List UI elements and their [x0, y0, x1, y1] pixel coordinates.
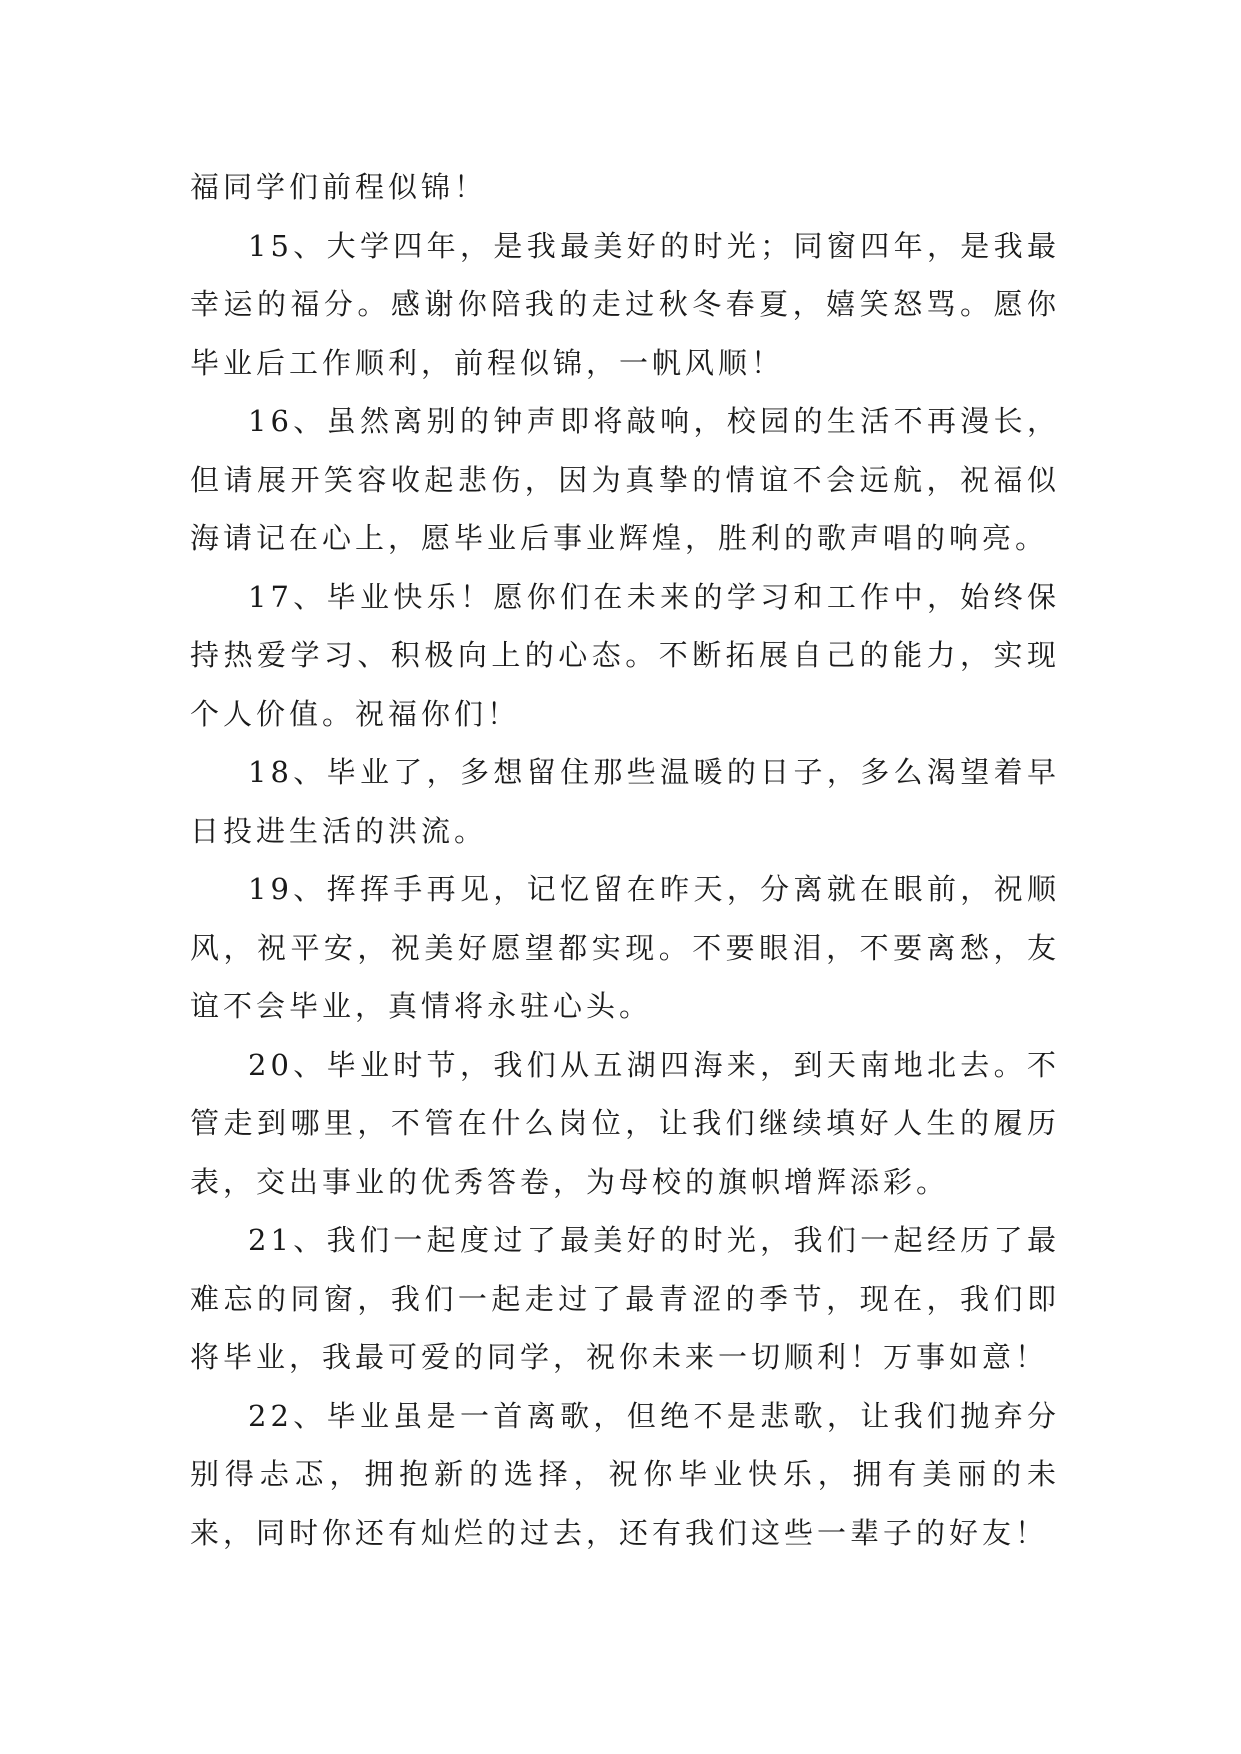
paragraph-continuation: 福同学们前程似锦！: [190, 170, 488, 204]
paragraph-18: 18、毕业了，多想留住那些温暖的日子，多么渴望着早日投进生活的洪流。: [190, 755, 1060, 848]
paragraph-16: 16、虽然离别的钟声即将敲响，校园的生活不再漫长，但请展开笑容收起悲伤，因为真挚的情谊不会远航，祝福似海请记在心上，愿毕业后事业辉煌，胜利的歌声唱的响亮。: [190, 404, 1060, 555]
paragraph-20: 20、毕业时节，我们从五湖四海来，到天南地北去。不管走到哪里，不管在什么岗位，让我们继续填好人生的履历表，交出事业的优秀答卷，为母校的旗帜增辉添彩。: [190, 1047, 1060, 1199]
paragraph-22: 22、毕业虽是一首离歌，但绝不是悲歌，让我们抛弃分别得忐忑，拥抱新的选择，祝你毕业快乐，拥有美丽的未来，同时你还有灿烂的过去，还有我们这些一辈子的好友！: [190, 1398, 1060, 1550]
paragraph-21: 21、我们一起度过了最美好的时光，我们一起经历了最难忘的同窗，我们一起走过了最青涩的季节，现在，我们即将毕业，我最可爱的同学，祝你未来一切顺利！万事如意！: [190, 1223, 1060, 1374]
paragraph-15: 15、大学四年，是我最美好的时光；同窗四年，是我最幸运的福分。感谢你陪我的走过秋冬春夏，嬉笑怒骂。愿你毕业后工作顺利，前程似锦，一帆风顺！: [190, 228, 1060, 380]
document-body: [190, 158, 1060, 1562]
paragraph-19: 19、挥挥手再见，记忆留在昨天，分离就在眼前，祝顺风，祝平安，祝美好愿望都实现。不要眼泪，不要离愁，友谊不会毕业，真情将永驻心头。: [190, 872, 1060, 1023]
paragraph-17: 17、毕业快乐！愿你们在未来的学习和工作中，始终保持热爱学习、积极向上的心态。不断拓展自己的能力，实现个人价值。祝福你们！: [190, 579, 1060, 731]
